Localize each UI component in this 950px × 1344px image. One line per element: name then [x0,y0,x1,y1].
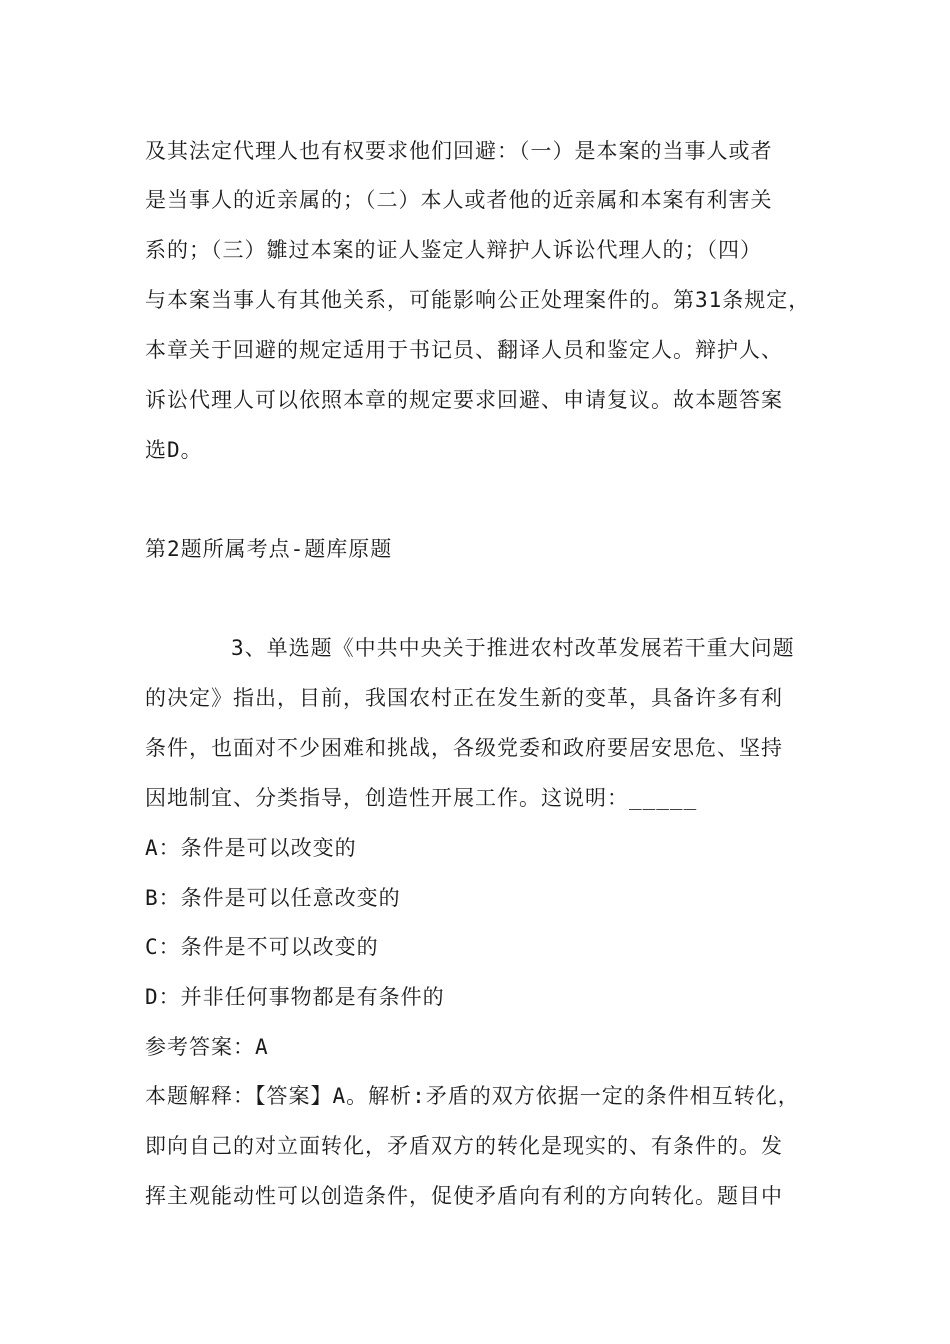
question-line: 3、单选题《中共中央关于推进农村改革发展若干重大问题 [231,636,795,660]
question-line: 因地制宜、分类指导，创造性开展工作。这说明：_____ [145,786,698,810]
paragraph-line: 是当事人的近亲属的；（二）本人或者他的近亲属和本案有利害关 [145,188,773,212]
option-b: B：条件是可以任意改变的 [145,886,401,910]
option-c: C：条件是不可以改变的 [145,935,379,959]
question-line: 条件，也面对不少困难和挑战，各级党委和政府要居安思危、坚持 [145,736,783,760]
question-line: 的决定》指出，目前，我国农村正在发生新的变革，具备许多有利 [145,686,783,710]
section-heading: 第2题所属考点-题库原题 [145,537,393,561]
paragraph-line: 系的；（三）雛过本案的证人鉴定人辩护人诉讼代理人的；（四） [145,238,762,262]
explanation-line: 本题解释：【答案】A。解析:矛盾的双方依据一定的条件相互转化， [145,1084,800,1108]
option-a: A：条件是可以改变的 [145,836,357,860]
answer-line: 参考答案：A [145,1035,269,1059]
option-d: D：并非任何事物都是有条件的 [145,985,445,1009]
paragraph-line: 与本案当事人有其他关系，可能影响公正处理案件的。第31条规定， [145,288,811,312]
paragraph-line: 诉讼代理人可以依照本章的规定要求回避、申请复议。故本题答案 [145,388,783,412]
paragraph-line: 本章关于回避的规定适用于书记员、翻译人员和鉴定人。辩护人、 [145,338,783,362]
explanation-line: 即向自己的对立面转化，矛盾双方的转化是现实的、有条件的。发 [145,1134,783,1158]
explanation-line: 挥主观能动性可以创造条件，促使矛盾向有利的方向转化。题目中 [145,1184,783,1208]
paragraph-line: 及其法定代理人也有权要求他们回避：（一）是本案的当事人或者 [145,139,773,163]
paragraph-line: 选D。 [145,438,203,462]
